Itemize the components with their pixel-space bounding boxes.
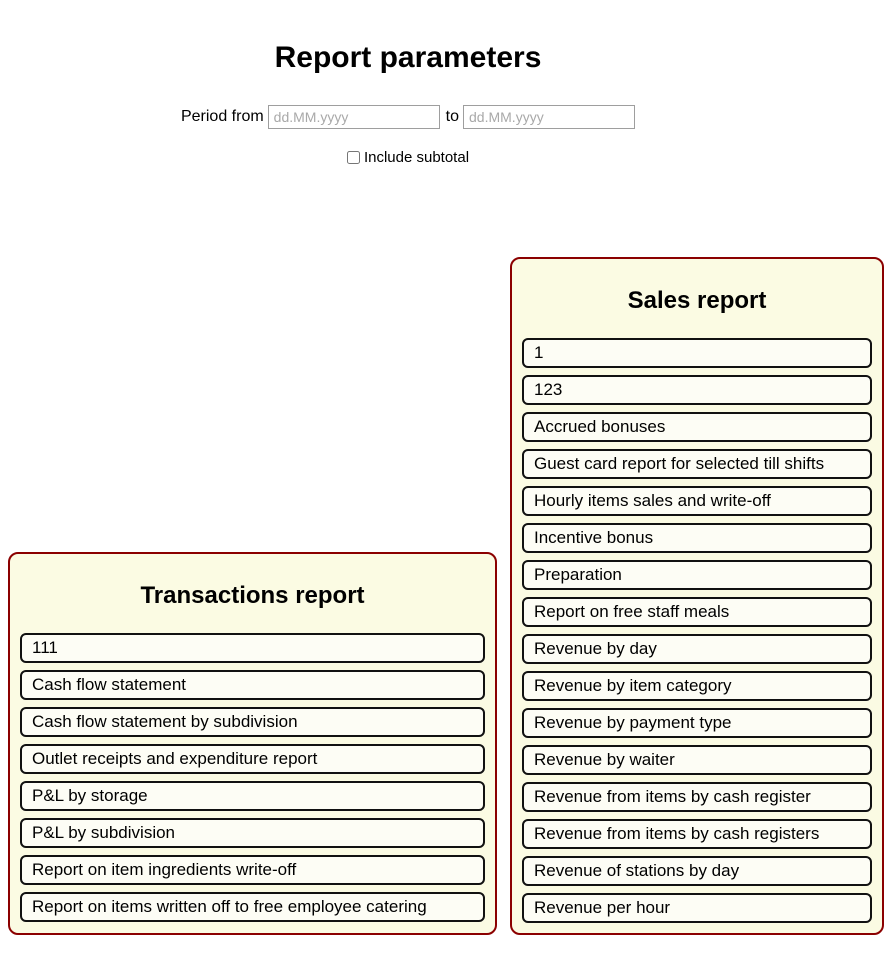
- period-to-input[interactable]: [463, 105, 635, 129]
- report-item[interactable]: Revenue from items by cash registers: [522, 819, 872, 849]
- include-subtotal-checkbox[interactable]: [347, 151, 360, 164]
- report-item[interactable]: Report on item ingredients write-off: [20, 855, 485, 885]
- period-from-label: Period from: [180, 108, 264, 125]
- report-item[interactable]: Cash flow statement by subdivision: [20, 707, 485, 737]
- report-item[interactable]: Hourly items sales and write-off: [522, 486, 872, 516]
- sales-report-panel: [510, 257, 884, 935]
- report-item[interactable]: Accrued bonuses: [522, 412, 872, 442]
- report-item[interactable]: Revenue of stations by day: [522, 856, 872, 886]
- report-item[interactable]: Revenue by payment type: [522, 708, 872, 738]
- report-item[interactable]: Guest card report for selected till shifts: [522, 449, 872, 479]
- to-label: to: [445, 108, 460, 125]
- transactions-report-title: Transactions report: [140, 582, 365, 609]
- report-item[interactable]: Report on free staff meals: [522, 597, 872, 627]
- report-item[interactable]: Incentive bonus: [522, 523, 872, 553]
- report-item[interactable]: Preparation: [522, 560, 872, 590]
- report-item[interactable]: Revenue per hour: [522, 893, 872, 923]
- report-item[interactable]: Revenue by waiter: [522, 745, 872, 775]
- page-title: Report parameters: [274, 41, 542, 74]
- report-parameters-form: [0, 0, 816, 166]
- transactions-report-list: [20, 633, 485, 922]
- period-row: [0, 105, 816, 129]
- report-item[interactable]: Cash flow statement: [20, 670, 485, 700]
- report-item[interactable]: P&L by storage: [20, 781, 485, 811]
- report-item[interactable]: Revenue from items by cash register: [522, 782, 872, 812]
- report-item[interactable]: P&L by subdivision: [20, 818, 485, 848]
- report-item[interactable]: Report on items written off to free employee catering: [20, 892, 485, 922]
- report-item[interactable]: 111: [20, 633, 485, 663]
- sales-report-title: Sales report: [627, 287, 767, 314]
- report-item[interactable]: 123: [522, 375, 872, 405]
- transactions-report-panel: [8, 552, 497, 935]
- subtotal-row: [0, 149, 816, 166]
- report-item[interactable]: Revenue by item category: [522, 671, 872, 701]
- sales-report-list: [522, 338, 872, 923]
- report-item[interactable]: Outlet receipts and expenditure report: [20, 744, 485, 774]
- period-from-input[interactable]: [268, 105, 440, 129]
- report-item[interactable]: 1: [522, 338, 872, 368]
- include-subtotal-label[interactable]: Include subtotal: [363, 149, 470, 166]
- report-item[interactable]: Revenue by day: [522, 634, 872, 664]
